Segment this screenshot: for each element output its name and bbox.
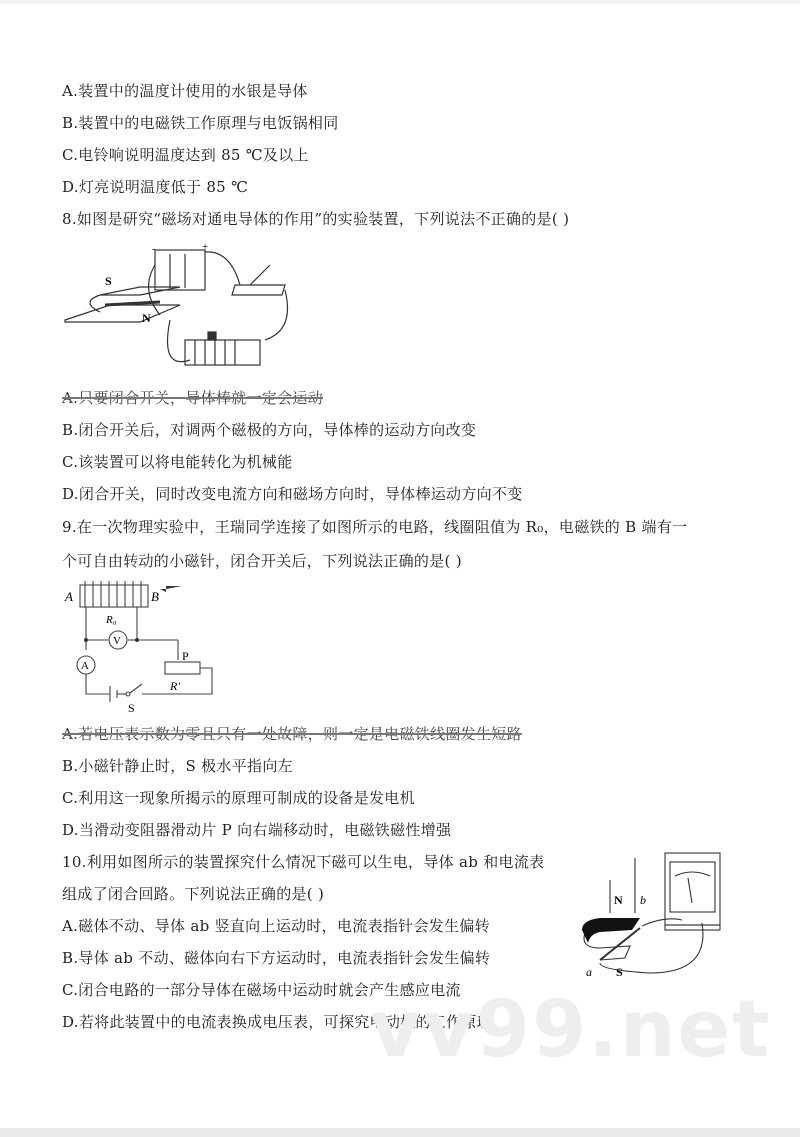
q10-option-b: B.导体 ab 不动、磁体向右下方运动时，电流表指针会发生偏转 [62, 949, 491, 967]
q8-motor-apparatus-figure [60, 240, 310, 380]
label-s: S [128, 701, 135, 715]
label-rprime: R' [170, 679, 180, 693]
watermark: vv99.net [370, 985, 772, 1075]
label-minus: - [152, 243, 156, 255]
bottom-border [0, 1128, 800, 1137]
q9-option-c: C.利用这一现象所揭示的原理可制成的设备是发电机 [62, 789, 415, 807]
q10-option-c: C.闭合电路的一部分导体在磁场中运动时就会产生感应电流 [62, 981, 461, 999]
label-n: N [614, 893, 623, 907]
q9-circuit-figure [60, 580, 230, 715]
q10-option-d: D.若将此装置中的电流表换成电压表，可探究电动机的工作原理 [62, 1013, 492, 1031]
q8-option-c: C.该装置可以将电能转化为机械能 [62, 453, 293, 471]
q10-stem-line1: 10.利用如图所示的装置探究什么情况下磁可以生电，导体 ab 和电流表 [62, 853, 545, 871]
q9-option-a: A.若电压表示数为零且只有一处故障，则一定是电磁铁线圈发生短路 [62, 725, 522, 743]
label-plus: + [202, 241, 209, 253]
label-a: A [65, 589, 73, 604]
label-r0: R₀ [106, 614, 117, 626]
q8-option-a: A.只要闭合开关，导体棒就一定会运动 [62, 389, 324, 407]
label-b: b [640, 893, 646, 907]
q7-option-c: C.电铃响说明温度达到 85 ℃及以上 [62, 146, 309, 164]
q7-option-a: A.装置中的温度计使用的水银是导体 [62, 82, 308, 100]
top-border [0, 0, 800, 4]
q9-option-b: B.小磁针静止时，S 极水平指向左 [62, 757, 293, 775]
q10-option-a: A.磁体不动、导体 ab 竖直向上运动时，电流表指针会发生偏转 [62, 917, 490, 935]
label-a: a [586, 965, 592, 978]
label-s: S [616, 965, 623, 978]
q9-stem-line2: 个可自由转动的小磁针，闭合开关后，下列说法正确的是( ) [62, 552, 462, 570]
ammeter-label: A [81, 660, 89, 672]
q8-stem: 8.如图是研究“磁场对通电导体的作用”的实验装置，下列说法不正确的是( ) [62, 210, 570, 228]
q7-option-d: D.灯亮说明温度低于 85 ℃ [62, 178, 249, 196]
q10-induction-apparatus-figure [570, 848, 740, 978]
voltmeter-label: V [113, 635, 121, 647]
label-b: B [151, 589, 159, 604]
q7-option-b: B.装置中的电磁铁工作原理与电饭锅相同 [62, 114, 339, 132]
label-s: S [105, 274, 112, 288]
q9-stem-line1: 9.在一次物理实验中，王瑞同学连接了如图所示的电路，线圈阻值为 R₀，电磁铁的 B 端有一 [62, 518, 688, 536]
label-n: N [142, 311, 151, 325]
label-p: P [182, 649, 189, 663]
q8-option-b: B.闭合开关后，对调两个磁极的方向，导体棒的运动方向改变 [62, 421, 477, 439]
q9-option-d: D.当滑动变阻器滑动片 P 向右端移动时，电磁铁磁性增强 [62, 821, 452, 839]
q10-stem-line2: 组成了闭合回路。下列说法正确的是( ) [62, 885, 325, 903]
q8-option-d: D.闭合开关，同时改变电流方向和磁场方向时，导体棒运动方向不变 [62, 485, 523, 503]
